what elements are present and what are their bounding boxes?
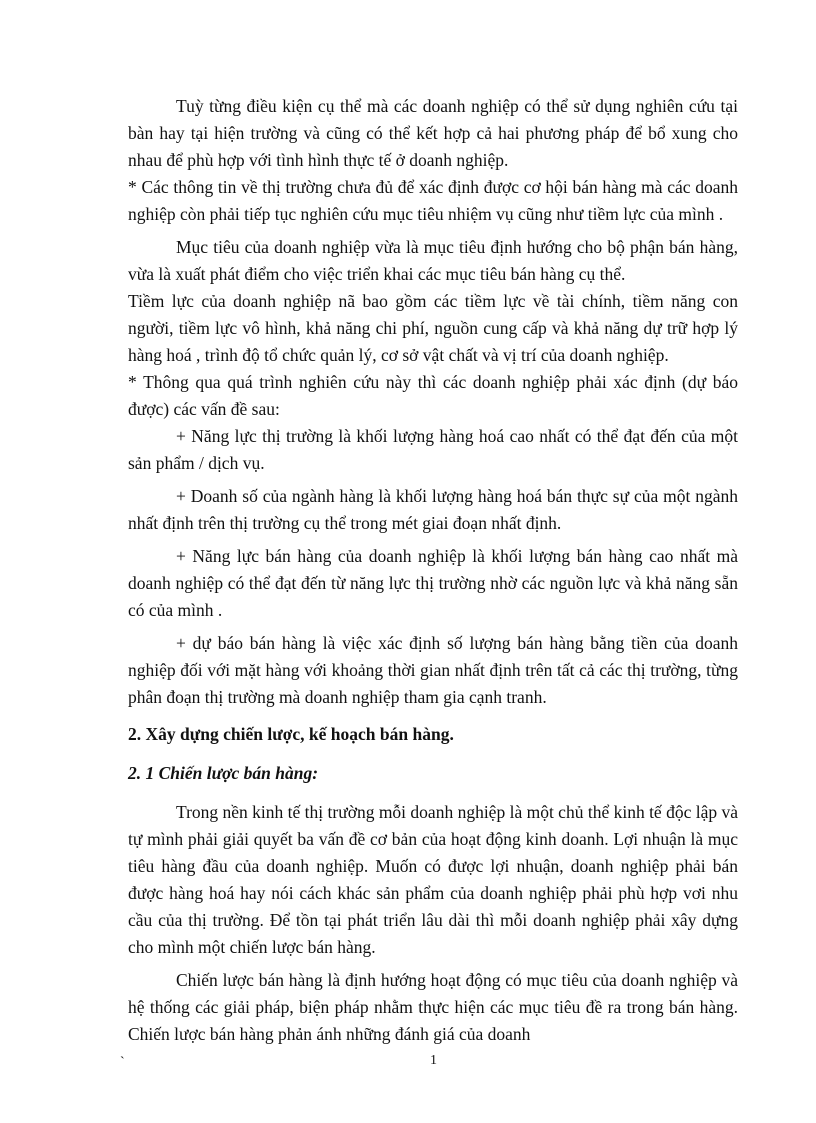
footer-mark: ` (120, 1055, 125, 1070)
paragraph-objectives: Mục tiêu của doanh nghiệp vừa là mục tiêu định hướng cho bộ phận bán hàng, vừa là xuất phát điểm cho việc triển khai các mục tiêu bán hàng cụ thể. (128, 237, 738, 284)
list-item-industry-sales: + Doanh số của ngành hàng là khối lượng hàng hoá bán thực sự của một ngành nhất định trên thị trường cụ thể trong mét giai đoạn nhất định. (128, 486, 738, 533)
list-item-market-capacity: + Năng lực thị trường là khối lượng hàng hoá cao nhất có thể đạt đến của một sản phẩm / dịch vụ. (128, 426, 738, 473)
section-heading: 2. Xây dựng chiến lược, kế hoạch bán hàng. (128, 724, 454, 744)
paragraph-intro: Tuỳ từng điều kiện cụ thể mà các doanh nghiệp có thể sử dụng nghiên cứu tại bàn hay tại hiện trường và cũng có thể kết hợp cả hai phương pháp để bổ xung cho nhau để phù hợp với tình hình thực tế ở doanh nghiệp. (128, 96, 738, 170)
paragraph-market-economy: Trong nền kinh tế thị trường mỗi doanh nghiệp là một chủ thể kinh tế độc lập và tự mình phải giải quyết ba vấn đề cơ bản của hoạt động kinh doanh. Lợi nhuận là mục tiêu hàng đầu của doanh nghiệp. Muốn có được lợi nhuận, doanh nghiệp phải bán được hàng hoá hay nói cách khác sản phẩm của doanh nghiệp phải phù hợp vơi nhu cầu của thị trường. Để tồn tại phát triển lâu dài thì mỗi doanh nghiệp phải xây dựng cho mình một chiến lược bán hàng. (128, 802, 738, 957)
list-item-sales-capacity: + Năng lực bán hàng của doanh nghiệp là khối lượng bán hàng cao nhất mà doanh nghiệp có thể đạt đến từ năng lực thị trường nhờ các nguồn lực và khả năng sẵn có của mình . (128, 546, 738, 620)
paragraph-bullet-info: * Các thông tin về thị trường chưa đủ để xác định được cơ hội bán hàng mà các doanh nghiệp còn phải tiếp tục nghiên cứu mục tiêu nhiệm vụ cũng như tiềm lực của mình . (128, 177, 738, 224)
list-item-sales-forecast: + dự báo bán hàng là việc xác định số lượng bán hàng bằng tiền của doanh nghiệp đối với mặt hàng với khoảng thời gian nhất định trên tất cả các thị trường, từng phân đoạn thị trường mà doanh nghiệp tham gia cạnh tranh. (128, 633, 738, 707)
subsection-heading: 2. 1 Chiến lược bán hàng: (128, 763, 319, 783)
paragraph-strategy-definition: Chiến lược bán hàng là định hướng hoạt động có mục tiêu của doanh nghiệp và hệ thống các giải pháp, biện pháp nhằm thực hiện các mục tiêu đề ra trong bán hàng. Chiến lược bán hàng phản ánh những đánh giá của doanh (128, 970, 738, 1044)
paragraph-bullet-research: * Thông qua quá trình nghiên cứu này thì các doanh nghiệp phải xác định (dự báo được) các vấn đề sau: (128, 372, 738, 419)
body-text (128, 93, 738, 1048)
paragraph-potential: Tiềm lực của doanh nghiệp nã bao gồm các tiềm lực về tài chính, tiềm năng con người, tiềm lực vô hình, khả năng chi phí, nguồn cung cấp và khả năng dự trữ hợp lý hàng hoá , trình độ tổ chức quản lý, cơ sở vật chất và vị trí của doanh nghiệp. (128, 291, 738, 365)
page-number: 1 (430, 1053, 437, 1068)
